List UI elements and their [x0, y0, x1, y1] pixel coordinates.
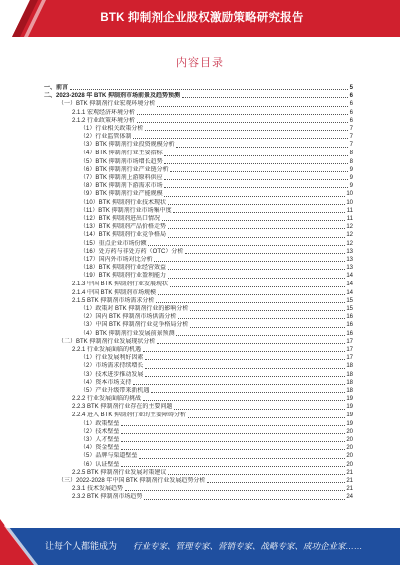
toc-entry[interactable]: [44, 428, 353, 436]
toc-leader-dots: [185, 253, 345, 254]
toc-leader-dots: [182, 97, 349, 98]
toc-leader-dots: [151, 392, 345, 393]
toc-entry-title: 二、2023-2028 年 BTK 抑制剂市场前景及趋势预测: [44, 93, 181, 100]
toc-entry[interactable]: [44, 403, 353, 411]
toc-entry-title: （2）市场需求持续增长: [80, 363, 144, 370]
toc-entry[interactable]: [44, 346, 353, 354]
toc-entry-title: （2）国内 BTK 抑制剂市场供需分析: [80, 314, 177, 321]
toc-leader-dots: [168, 269, 345, 270]
toc-entry[interactable]: [44, 313, 353, 321]
toc-entry-title: （4）资本市场支持: [80, 379, 132, 386]
report-header: [0, 0, 400, 37]
toc-entry-page: 21: [346, 469, 353, 476]
toc-entry-title: （4）BTK 抑制剂行业主要指标: [80, 150, 163, 157]
toc-entry-page: 17: [346, 355, 353, 362]
toc-entry[interactable]: [44, 190, 353, 198]
report-title: BTK 抑制剂企业股权激励策略研究报告: [100, 12, 304, 24]
toc-entry-title: （7）BTK 抑制剂上游原料供应: [80, 175, 163, 182]
toc-leader-dots: [190, 327, 345, 328]
toc-entry-title: 2.1.1 宏观经济环境分析: [72, 109, 136, 116]
toc-entry-title: （3）技术进步推动发展: [80, 371, 144, 378]
toc-leader-dots: [154, 261, 345, 262]
toc-entry-page: 9: [349, 183, 353, 190]
toc-entry-page: 17: [346, 338, 353, 345]
toc-entry[interactable]: [44, 452, 353, 460]
toc-entry[interactable]: [44, 109, 353, 117]
toc-leader-dots: [164, 179, 348, 180]
toc-entry-page: 14: [346, 273, 353, 280]
toc-entry[interactable]: [44, 272, 353, 280]
toc-entry-page: 8: [349, 158, 353, 165]
toc-entry[interactable]: [44, 256, 353, 264]
toc-entry[interactable]: [44, 485, 353, 493]
toc-entry-title: （1）政策壁垒: [80, 420, 120, 427]
toc-entry[interactable]: [44, 461, 353, 469]
toc-entry-title: 2.2.1 行业发展面临的机遇: [72, 346, 142, 353]
toc-entry[interactable]: [44, 100, 353, 108]
toc-entry-title: 2.2.5 BTK 抑制剂行业发展对策建议: [72, 469, 167, 476]
toc-leader-dots: [139, 458, 345, 459]
toc-entry-page: 5: [349, 84, 353, 91]
toc-leader-dots: [133, 138, 348, 139]
toc-entry-page: 21: [346, 486, 353, 493]
toc-entry-title: （17）国内外市场对比分析: [80, 256, 153, 263]
toc-entry[interactable]: [44, 223, 353, 231]
toc-entry[interactable]: [44, 174, 353, 182]
toc-entry-page: 18: [346, 379, 353, 386]
toc-entry[interactable]: [44, 141, 353, 149]
toc-entry-page: 20: [346, 428, 353, 435]
toc-leader-dots: [164, 163, 348, 164]
toc-entry-title: 2.1.5 BTK 抑制剂市场需求分析: [72, 297, 155, 304]
toc-leader-dots: [176, 147, 348, 148]
toc-entry-title: （10）BTK 抑制剂行业技术现状: [80, 199, 167, 206]
toc-entry[interactable]: [44, 321, 353, 329]
toc-leader-dots: [162, 220, 346, 221]
toc-entry[interactable]: [44, 150, 353, 158]
toc-entry-page: 7: [349, 125, 353, 132]
toc-entry-title: （19）BTK 抑制剂行业盈利能力: [80, 273, 167, 280]
toc-entry-page: 17: [346, 346, 353, 353]
toc-leader-dots: [143, 400, 345, 401]
footer-lead-text: 让每个人都能成为: [45, 541, 118, 551]
toc-leader-dots: [164, 196, 345, 197]
toc-entry-title: 2.2.3 BTK 抑制剂行业存在的主要问题: [72, 404, 173, 411]
toc-entry[interactable]: [44, 84, 353, 92]
toc-entry[interactable]: [44, 117, 353, 125]
toc-leader-dots: [121, 433, 345, 434]
toc-entry[interactable]: [44, 248, 353, 256]
toc-entry-page: 8: [349, 150, 353, 157]
toc-entry-page: 6: [349, 93, 353, 100]
toc-entry[interactable]: [44, 493, 353, 501]
toc-entry-title: （三）2022-2028 年中国 BTK 抑制剂行业发展趋势分析: [58, 477, 206, 484]
toc-leader-dots: [164, 155, 348, 156]
toc-leader-dots: [174, 409, 345, 410]
toc-entry-title: 2.2.2 行业发展面临的挑战: [72, 396, 142, 403]
toc-leader-dots: [173, 212, 345, 213]
toc-entry-title: （4）BTK 抑制剂行业发展前景预测: [80, 330, 175, 337]
toc-leader-dots: [145, 359, 345, 360]
toc-entry-title: （6）BTK 抑制剂行业产业链分析: [80, 166, 169, 173]
toc-entry-title: （4）资金壁垒: [80, 445, 120, 452]
toc-entry-page: 12: [346, 224, 353, 231]
toc-leader-dots: [168, 474, 345, 475]
toc-entry-page: 20: [346, 445, 353, 452]
toc-entry[interactable]: [44, 387, 353, 395]
toc-leader-dots: [164, 187, 348, 188]
toc-entry-title: （6）认证壁垒: [80, 461, 120, 468]
toc-entry-page: 24: [346, 494, 353, 501]
toc-leader-dots: [148, 245, 345, 246]
toc-leader-dots: [121, 425, 345, 426]
toc-leader-dots: [137, 114, 349, 115]
toc-entry-title: （16）处方药与非处方药（OTC）分析: [80, 248, 184, 255]
toc-entry[interactable]: [44, 166, 353, 174]
toc-entry[interactable]: [44, 477, 353, 485]
toc-entry-page: 11: [346, 207, 353, 214]
toc-entry-page: 21: [346, 477, 353, 484]
toc-entry-page: 12: [346, 232, 353, 239]
toc-entry-title: （3）中国 BTK 抑制剂行业竞争格局分析: [80, 322, 189, 329]
toc-entry[interactable]: [44, 125, 353, 133]
toc-entry-page: 9: [349, 175, 353, 182]
toc-entry-page: 20: [346, 453, 353, 460]
toc-entry-page: 20: [346, 437, 353, 444]
toc-entry-page: 7: [349, 142, 353, 149]
toc-entry-title: （一）BTK 抑制剂行业宏观环境分析: [58, 101, 156, 108]
toc-entry-title: （1）行业相关政策分析: [80, 125, 144, 132]
toc-leader-dots: [176, 335, 345, 336]
toc-entry[interactable]: [44, 330, 353, 338]
footer-tagline: 行业专家、管理专家、营销专家、战略专家、成功企业家……: [133, 541, 363, 551]
toc-entry-page: 13: [346, 265, 353, 272]
toc-entry-page: 6: [349, 109, 353, 116]
toc-entry-page: 19: [346, 404, 353, 411]
toc-leader-dots: [121, 466, 345, 467]
toc-entry-title: （3）人才壁垒: [80, 437, 120, 444]
toc-entry-page: 12: [346, 240, 353, 247]
toc-entry[interactable]: [44, 158, 353, 166]
toc-entry-page: 15: [346, 297, 353, 304]
toc-entry-title: （9）BTK 抑制剂行业产能规模: [80, 191, 163, 198]
toc-entry-title: 2.3.2 BTK 抑制剂市场趋势: [72, 494, 143, 501]
toc-entry-page: 13: [346, 256, 353, 263]
toc-leader-dots: [168, 228, 345, 229]
toc-entry[interactable]: [44, 395, 353, 403]
toc-entry-page: 6: [349, 117, 353, 124]
toc-entry[interactable]: [44, 338, 353, 346]
toc-entry[interactable]: [44, 215, 353, 223]
toc-entry[interactable]: [44, 133, 353, 141]
toc-leader-dots: [145, 130, 348, 131]
toc-leader-dots: [168, 204, 345, 205]
toc-leader-dots: [168, 278, 345, 279]
toc-entry-title: （8）BTK 抑制剂下游需求市场: [80, 183, 163, 190]
toc-entry-title: （3）BTK 抑制剂行业投资规模分析: [80, 142, 175, 149]
toc-entry[interactable]: [44, 371, 353, 379]
toc-entry-page: 7: [349, 134, 353, 141]
toc-entry-title: 2.2.4 进入 BTK 抑制剂行业的主要障碍分析: [72, 412, 187, 419]
toc-entry[interactable]: [44, 362, 353, 370]
toc-entry-title: （1）政策对 BTK 抑制剂行业的影响分析: [80, 306, 189, 313]
toc-entry[interactable]: [44, 264, 353, 272]
toc-list: [44, 84, 353, 502]
toc-entry[interactable]: [44, 207, 353, 215]
toc-entry[interactable]: [44, 231, 353, 239]
toc-entry[interactable]: [44, 469, 353, 477]
toc-entry-title: 一、前言: [44, 84, 69, 91]
toc-entry-title: （5）BTK 抑制剂市场增长趋势: [80, 158, 163, 165]
toc-entry-page: 19: [346, 396, 353, 403]
toc-leader-dots: [144, 499, 345, 500]
toc-entry-page: 19: [346, 420, 353, 427]
toc-entry-page: 18: [346, 363, 353, 370]
toc-entry-title: 2.3.1 技术发展趋势: [72, 486, 124, 493]
toc-entry-page: 16: [346, 314, 353, 321]
toc-entry-title: （12）BTK 抑制剂进出口情况: [80, 215, 161, 222]
toc-entry-page: 16: [346, 330, 353, 337]
toc-entry[interactable]: [44, 412, 353, 420]
toc-leader-dots: [170, 286, 345, 287]
toc-entry-title: （1）行业发展利好因素: [80, 355, 144, 362]
toc-leader-dots: [143, 351, 345, 352]
toc-leader-dots: [178, 318, 345, 319]
toc-entry-title: 2.1.2 行业政策环境分析: [72, 117, 136, 124]
footer-band: [0, 515, 400, 565]
toc-leader-dots: [190, 310, 345, 311]
toc-entry-page: 6: [349, 101, 353, 108]
toc-entry-title: （5）品牌与渠道壁垒: [80, 453, 138, 460]
toc-entry-title: （二）BTK 抑制剂行业发展现状分析: [58, 338, 156, 345]
toc-entry[interactable]: [44, 289, 353, 297]
toc-leader-dots: [188, 417, 345, 418]
toc-entry[interactable]: [44, 436, 353, 444]
toc-entry-title: （14）BTK 抑制剂行业竞争格局: [80, 232, 167, 239]
toc-entry-page: 20: [346, 461, 353, 468]
toc-entry[interactable]: [44, 182, 353, 190]
toc-leader-dots: [70, 89, 349, 90]
toc-leader-dots: [145, 368, 345, 369]
toc-entry[interactable]: [44, 444, 353, 452]
toc-entry-page: 9: [349, 166, 353, 173]
toc-entry-title: （18）BTK 抑制剂行业经营效益: [80, 265, 167, 272]
toc-entry[interactable]: [44, 420, 353, 428]
toc-entry-title: （5）产业升级带来新机遇: [80, 387, 150, 394]
toc-leader-dots: [121, 449, 345, 450]
toc-entry-page: 13: [346, 248, 353, 255]
toc-entry-page: 11: [346, 215, 353, 222]
toc-entry[interactable]: [44, 240, 353, 248]
toc-leader-dots: [145, 376, 345, 377]
toc-entry-title: （11）BTK 抑制剂行业市场集中度: [80, 207, 172, 214]
toc-leader-dots: [157, 106, 348, 107]
toc-entry-title: （15）重点企业市场份额: [80, 240, 147, 247]
toc-entry-page: 14: [346, 281, 353, 288]
toc-leader-dots: [133, 384, 345, 385]
toc-leader-dots: [157, 343, 345, 344]
toc-entry-page: 16: [346, 322, 353, 329]
toc-entry-page: 10: [346, 199, 353, 206]
toc-entry-title: （2）行业监管体制: [80, 134, 132, 141]
toc-leader-dots: [125, 490, 345, 491]
toc-entry-title: 2.1.3 中国 BTK 抑制剂行业发展现状: [72, 281, 169, 288]
toc-leader-dots: [158, 294, 345, 295]
toc-entry-page: 18: [346, 387, 353, 394]
toc-entry[interactable]: [44, 92, 353, 100]
toc-entry[interactable]: [44, 354, 353, 362]
toc-heading: 内容目录: [176, 57, 224, 69]
toc-leader-dots: [137, 122, 349, 123]
toc-entry-page: 14: [346, 289, 353, 296]
toc-entry[interactable]: [44, 281, 353, 289]
toc-entry-title: （13）BTK 抑制剂产品价格走势: [80, 224, 167, 231]
toc-entry[interactable]: [44, 305, 353, 313]
toc-entry[interactable]: [44, 379, 353, 387]
toc-leader-dots: [156, 302, 345, 303]
toc-entry[interactable]: [44, 297, 353, 305]
toc-leader-dots: [207, 482, 345, 483]
toc-entry-page: 10: [346, 191, 353, 198]
toc-entry-title: 2.1.4 中国 BTK 抑制剂市场规模: [72, 289, 157, 296]
toc-leader-dots: [170, 171, 348, 172]
toc-entry-page: 18: [346, 371, 353, 378]
toc-entry[interactable]: [44, 199, 353, 207]
toc-entry-title: （2）技术壁垒: [80, 428, 120, 435]
toc-entry-page: 15: [346, 306, 353, 313]
toc-entry-page: 19: [346, 412, 353, 419]
toc-leader-dots: [121, 441, 345, 442]
toc-leader-dots: [168, 237, 345, 238]
